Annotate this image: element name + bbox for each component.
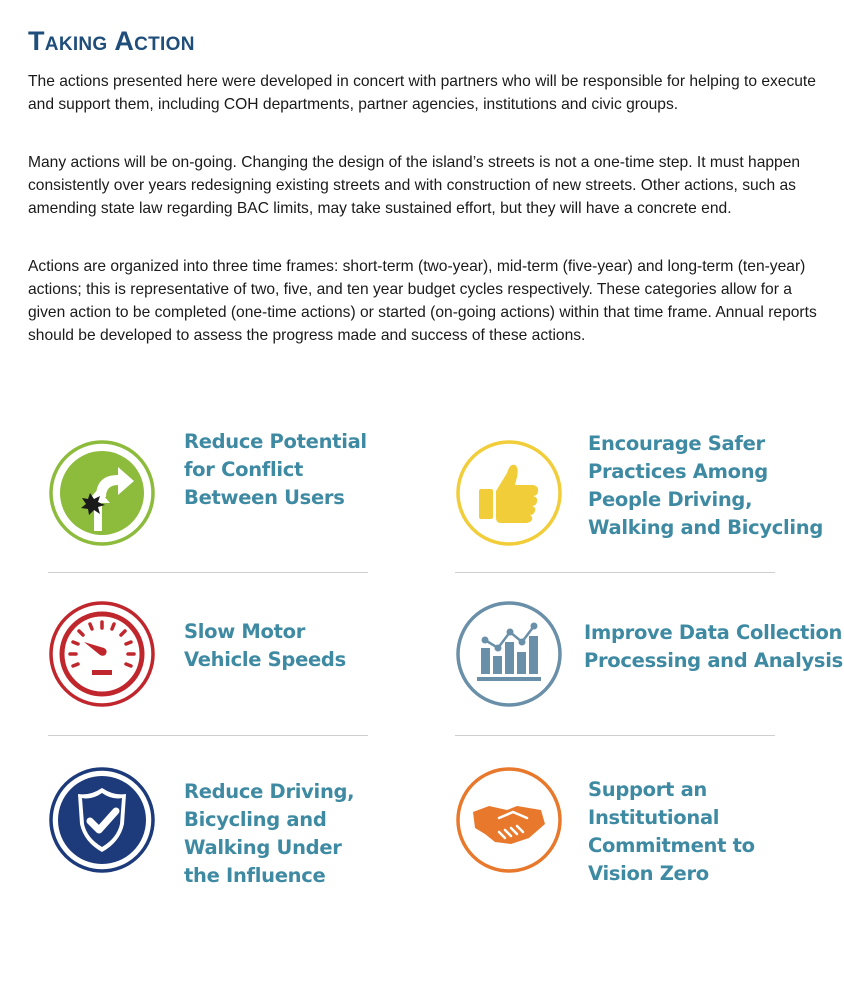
- intro-paragraph-1: The actions presented here were developed in concert with partners who will be responsible for helping to execute and support them, including COH departments, partner agencies, institutions and civic groups.: [28, 73, 816, 113]
- intro-paragraph-2: Many actions will be on-going. Changing the design of the island’s streets is not a one-time step. It must happen consistently over years redesigning existing streets and with construction of new streets. Other actions, such as amending state law regarding BAC limits, may take sustained effort, but they will have a concrete end.: [28, 154, 801, 217]
- divider: [48, 572, 368, 573]
- speedometer-icon: [48, 600, 156, 708]
- divider: [48, 735, 368, 736]
- conflict-arrows-icon: [48, 439, 156, 547]
- thumbs-up-icon: [455, 439, 563, 547]
- intro-paragraph-3: Actions are organized into three time frames: short-term (two-year), mid-term (five-year) and long-term (ten-year) actions; this is representative of two, five, and ten year budget cycles respectively. These categories allow for a given action to be completed (one-time actions) or started (on-going actions) within that time frame. Annual reports should be developed to assess the progress made and success of these actions.: [28, 258, 817, 344]
- action-label: Reduce Potential for Conflict Between Users: [184, 430, 367, 509]
- data-chart-icon: [455, 600, 563, 708]
- action-label: Support an Institutional Commitment to Vision Zero: [588, 778, 755, 885]
- divider: [455, 572, 775, 573]
- section-heading: Taking Action: [28, 26, 195, 56]
- action-label: Slow Motor Vehicle Speeds: [184, 620, 346, 671]
- shield-check-icon: [48, 766, 156, 874]
- divider: [455, 735, 775, 736]
- action-label: Improve Data Collection Processing and Analysis: [584, 621, 843, 672]
- handshake-icon: [455, 766, 563, 874]
- action-label: Reduce Driving, Bicycling and Walking Under the Influence: [184, 780, 355, 887]
- action-label: Encourage Safer Practices Among People Driving, Walking and Bicycling: [588, 432, 824, 539]
